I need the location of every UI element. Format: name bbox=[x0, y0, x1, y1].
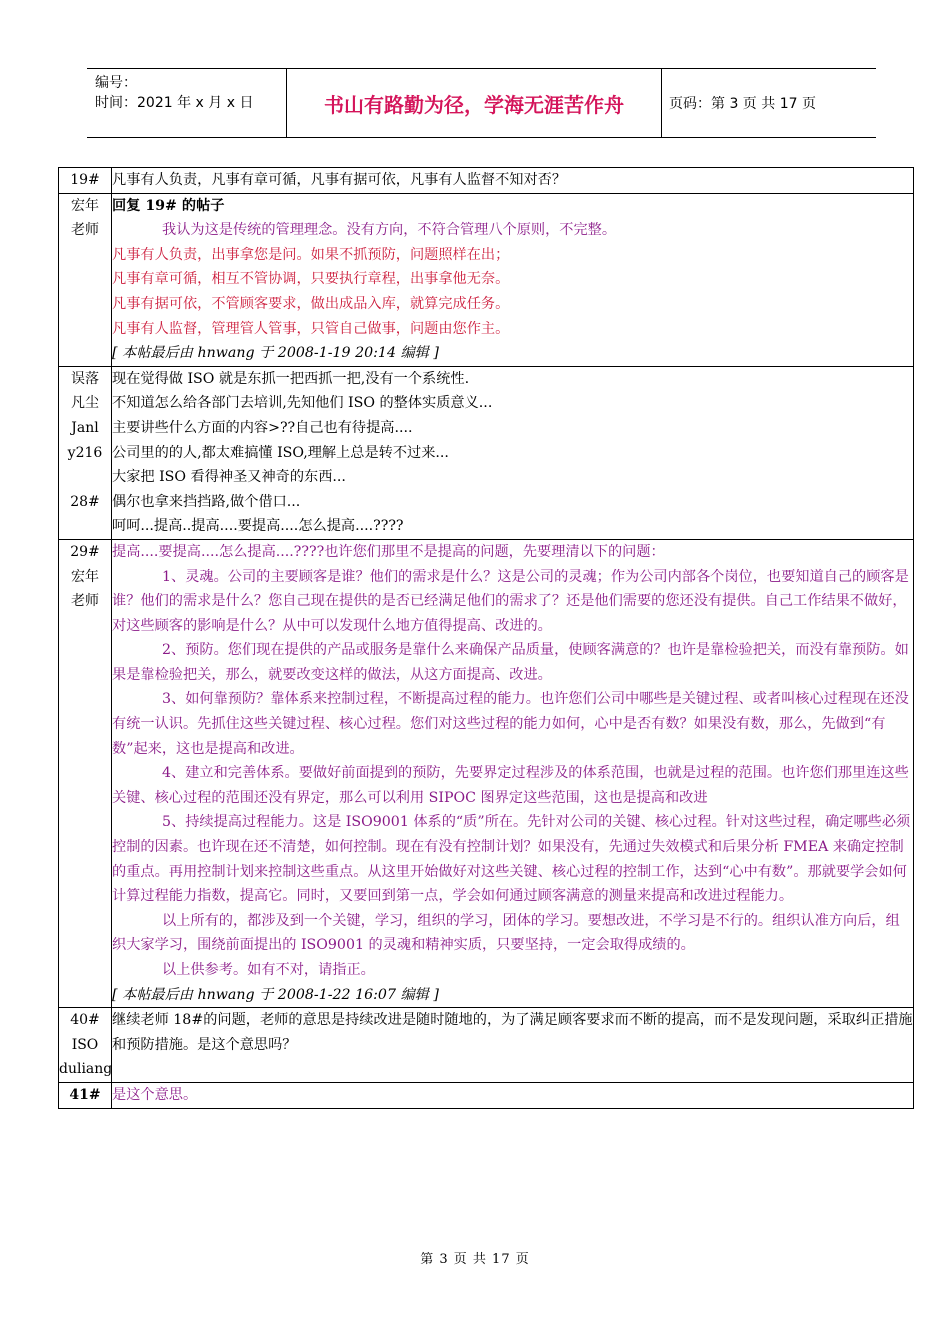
page-footer: 第 3 页 共 17 页 bbox=[420, 1252, 530, 1267]
post-line: 大家把 ISO 看得神圣又神奇的东西... bbox=[112, 469, 346, 486]
post-row bbox=[59, 1008, 914, 1083]
time-label: 时间：2021 年 x 月 x 日 bbox=[95, 95, 254, 111]
post-author: 29# 宏年 老师 bbox=[59, 539, 112, 1007]
post-body bbox=[112, 168, 914, 194]
post-row bbox=[59, 1082, 914, 1108]
post-line: 凡事有据可依，不管顾客要求，做出成品入库，就算完成任务。 bbox=[112, 295, 510, 312]
post-body bbox=[112, 1082, 914, 1108]
reply-title: 回复 19# 的帖子 bbox=[112, 197, 225, 214]
forum-thread-table bbox=[58, 167, 914, 1109]
post-row bbox=[59, 539, 914, 1007]
document-header bbox=[87, 68, 876, 138]
post-intro: 我认为这是传统的管理理念。没有方向，不符合管理八个原则，不完整。 bbox=[162, 222, 617, 239]
post-body bbox=[112, 539, 914, 1007]
post-paragraph: 5、持续提高过程能力。这是 ISO9001 体系的“质”所在。先针对公司的关键、核心过程。针对这些过程，确定哪些必须控制的因素。也许现在还不清楚，如何控制。现在有没有控制计划？如果没有，先通过失效模式和后果分析 FMEA 来确定控制的重点。再用控制计划来控制这些重点。从这里开始做好对这些关键、核心过程的控制工作，达到“心中有数”。那就要学会如何计算过程能力指数，提高它。同时，又要回到第一点，学会如何通过顾客满意的测量来提高和改进过程能力。 bbox=[112, 814, 911, 905]
post-author: 40# ISO duliang bbox=[59, 1008, 112, 1083]
post-author: 41# bbox=[59, 1082, 112, 1108]
post-row bbox=[59, 193, 914, 366]
post-line: 偶尔也拿来挡挡路,做个借口... bbox=[112, 493, 301, 510]
post-line: 主要讲些什么方面的内容>??自己也有待提高.... bbox=[112, 419, 413, 436]
post-author: 19# bbox=[59, 168, 112, 194]
edit-note: [ 本帖最后由 hnwang 于 2008-1-19 20:14 编辑 ] bbox=[112, 345, 439, 362]
post-line: 现在觉得做 ISO 就是东抓一把西抓一把,没有一个系统性. bbox=[112, 370, 470, 387]
post-paragraph: 2、预防。您们现在提供的产品或服务是靠什么来确保产品质量，使顾客满意的？也许是靠检验把关，而没有靠预防。如果是靠检验把关，那么，就要改变这样的做法，从这方面提高、改进。 bbox=[112, 642, 909, 683]
edit-note: [ 本帖最后由 hnwang 于 2008-1-22 16:07 编辑 ] bbox=[112, 986, 439, 1003]
post-line: 凡事有人负责，出事拿您是问。如果不抓预防，问题照样在出； bbox=[112, 246, 510, 263]
post-paragraph: 3、如何靠预防？靠体系来控制过程，不断提高过程的能力。也许您们公司中哪些是关键过程、或者叫核心过程现在还没有统一认识。先抓住这些关键过程、核心过程。您们对这些过程的能力如何，心中是否有数？如果没有数，那么，先做到“有数”起来，这也是提高和改进。 bbox=[112, 691, 909, 757]
post-line: 继续老师 18#的问题，老师的意思是持续改进是随时随地的，为了满足顾客要求而不断的提高，而不是发现问题，采取纠正措施和预防措施。是这个意思吗？ bbox=[112, 1012, 913, 1053]
post-line: 凡事有人负责，凡事有章可循，凡事有据可依，凡事有人监督不知对否？ bbox=[112, 172, 567, 188]
post-author: 误落 凡尘 Janl y216 28# bbox=[59, 366, 112, 539]
number-label: 编号： bbox=[95, 75, 137, 91]
post-line: 凡事有章可循，相互不管协调，只要执行章程，出事拿他无奈。 bbox=[112, 271, 510, 288]
post-line: 提高....要提高....怎么提高....????也许您们那里不是提高的问题，先要理清以下的问题： bbox=[112, 543, 665, 560]
post-body bbox=[112, 1008, 914, 1083]
post-paragraph: 4、建立和完善体系。要做好前面提到的预防，先要界定过程涉及的体系范围，也就是过程的范围。也许您们那里连这些关键、核心过程的范围还没有界定，那么可以利用 SIPOC 图界定这些范围，这也是提高和改进 bbox=[112, 765, 909, 806]
post-line: 呵呵...提高..提高....要提高....怎么提高....???? bbox=[112, 518, 404, 535]
post-row bbox=[59, 168, 914, 194]
header-motto: 书山有路勤为径，学海无涯苦作舟 bbox=[287, 69, 662, 137]
header-meta bbox=[87, 69, 287, 137]
post-line: 凡事有人监督，管理管人管事，只管自己做事，问题由您作主。 bbox=[112, 320, 510, 337]
post-paragraph: 以上供参考。如有不对，请指正。 bbox=[162, 962, 375, 978]
post-author: 宏年 老师 bbox=[59, 193, 112, 366]
post-line: 不知道怎么给各部门去培训,先知他们 ISO 的整体实质意义... bbox=[112, 395, 493, 412]
post-row bbox=[59, 366, 914, 539]
post-paragraph: 1、灵魂。公司的主要顾客是谁？他们的需求是什么？这是公司的灵魂；作为公司内部各个岗位，也要知道自己的顾客是谁？他们的需求是什么？您自己现在提供的是否已经满足他们的需求了？还是他们需要的您还没有提供。自己工作结果不做好，对这些顾客的影响是什么？从中可以发现什么地方值得提高、改进的。 bbox=[112, 568, 909, 634]
post-paragraph: 以上所有的，都涉及到一个关键，学习，组织的学习，团体的学习。要想改进，不学习是不行的。组织认准方向后，组织大家学习，围绕前面提出的 ISO9001 的灵魂和精神实质，只要坚持，一定会取得成绩的。 bbox=[112, 912, 900, 954]
post-line: 是这个意思。 bbox=[112, 1086, 198, 1103]
post-body bbox=[112, 366, 914, 539]
post-body bbox=[112, 193, 914, 366]
post-line: 公司里的的人,都太难搞懂 ISO,理解上总是转不过来... bbox=[112, 444, 449, 461]
header-page-info: 页码：第 3 页 共 17 页 bbox=[669, 96, 816, 112]
